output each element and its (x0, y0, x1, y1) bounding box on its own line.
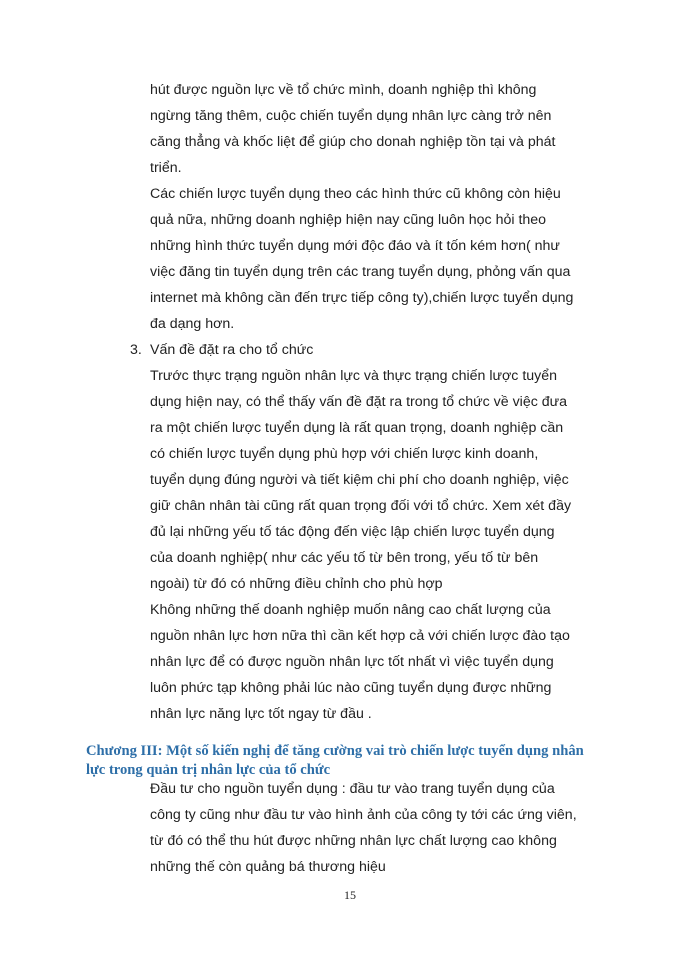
text-line: công ty cũng như đầu tư vào hình ảnh của công ty tới các ứng viên, (150, 807, 577, 823)
text-line: đủ lại những yếu tố tác động đến việc lập chiến lược tuyển dụng (150, 524, 555, 540)
text-line: nhân lực năng lực tốt ngay từ đầu . (150, 706, 372, 722)
text-line: của doanh nghiệp( như các yếu tố từ bên trong, yếu tố từ bên (150, 550, 539, 566)
text-line: từ đó có thể thu hút được những nhân lực chất lượng cao không (150, 833, 557, 849)
text-line: căng thẳng và khốc liệt để giúp cho donah nghiệp tồn tại và phát (150, 134, 556, 150)
text-line: nguồn nhân lực hơn nữa thì cần kết hợp cả với chiến lược đào tạo (150, 628, 570, 644)
text-line: Đầu tư cho nguồn tuyển dụng : đầu tư vào trang tuyển dụng của (150, 781, 555, 797)
text-line: đa dạng hơn. (150, 316, 235, 332)
text-line: việc đăng tin tuyển dụng trên các trang tuyển dụng, phỏng vấn qua (150, 264, 571, 280)
list-item-number: 3. (130, 342, 142, 358)
text-line: triển. (150, 160, 182, 176)
text-line: ngừng tăng thêm, cuộc chiến tuyển dụng nhân lực càng trở nên (150, 108, 552, 124)
text-line: luôn phức tạp không phải lúc nào cũng tuyển dụng được những (150, 680, 552, 696)
text-line: những thế còn quảng bá thương hiệu (150, 859, 386, 875)
text-line: tuyển dụng đúng người và tiết kiệm chi phí cho doanh nghiệp, việc (150, 472, 569, 488)
text-line: hút được nguồn lực về tổ chức mình, doanh nghiệp thì không (150, 82, 537, 98)
chapter-heading-line: lực trong quản trị nhân lực của tổ chức (86, 762, 331, 778)
text-line: những hình thức tuyển dụng mới độc đáo và ít tốn kém hơn( như (150, 238, 560, 254)
page-number: 15 (344, 888, 356, 902)
text-line: Trước thực trạng nguồn nhân lực và thực trạng chiến lược tuyển (150, 368, 558, 384)
text-line: internet mà không cần đến trực tiếp công ty),chiến lược tuyển dụng (150, 290, 574, 306)
text-line: dụng hiện nay, có thể thấy vấn đề đặt ra trong tổ chức về việc đưa (150, 394, 568, 410)
text-line: Các chiến lược tuyển dụng theo các hình thức cũ không còn hiệu (150, 186, 561, 202)
text-line: nhân lực để có được nguồn nhân lực tốt nhất vì việc tuyển dụng (150, 654, 554, 670)
text-line: giữ chân nhân tài cũng rất quan trọng đối với tổ chức. Xem xét đầy (150, 498, 572, 514)
text-line: có chiến lược tuyển dụng phù hợp với chiến lược kinh doanh, (150, 446, 539, 462)
text-line: ngoài) từ đó có những điều chỉnh cho phù hợp (150, 576, 443, 592)
text-line: quả nữa, những doanh nghiệp hiện nay cũng luôn học hỏi theo (150, 212, 547, 228)
text-line: ra một chiến lược tuyển dụng là rất quan trọng, doanh nghiệp cần (150, 420, 564, 436)
chapter-heading-line: Chương III: Một số kiến nghị để tăng cường vai trò chiến lược tuyển dụng nhân (86, 743, 584, 759)
text-line: Không những thế doanh nghiệp muốn nâng cao chất lượng của (150, 602, 551, 618)
list-item-title: Vấn đề đặt ra cho tổ chức (150, 342, 314, 358)
